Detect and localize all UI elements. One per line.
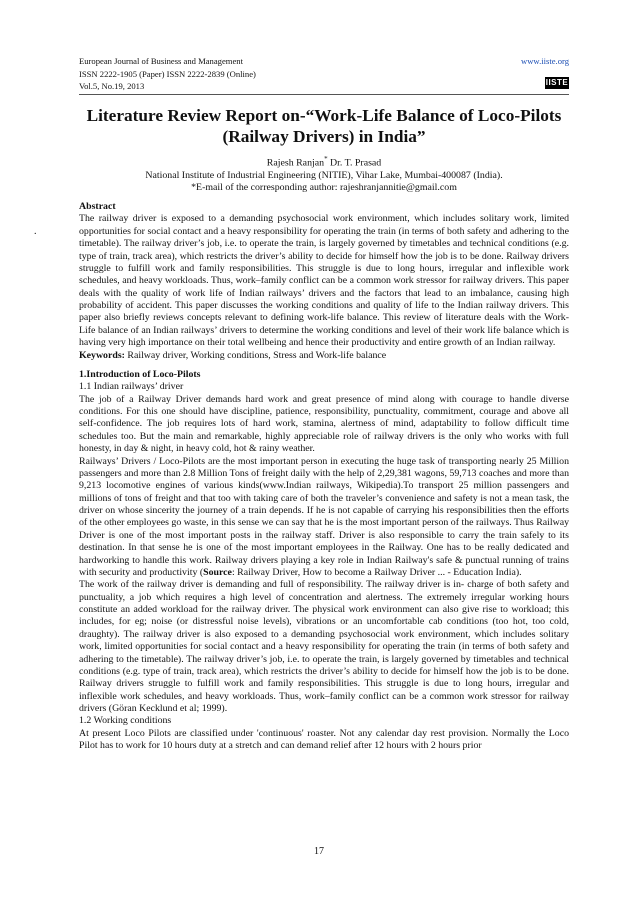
- header-divider: [79, 94, 569, 95]
- paper-title: [79, 105, 569, 147]
- journal-volume: Vol.5, No.19, 2013: [79, 81, 145, 92]
- paper-body: [79, 201, 569, 753]
- journal-header: [79, 55, 569, 93]
- journal-name: European Journal of Business and Management: [79, 56, 243, 66]
- iiste-logo: IISTE: [545, 78, 569, 87]
- keywords-text: Railway driver, Working conditions, Stress and Work-life balance: [124, 349, 387, 361]
- author-name-second: Dr. T. Prasad: [327, 157, 382, 169]
- subsection-1-2-heading: 1.2 Working conditions: [79, 715, 172, 727]
- corresponding-marker: *: [324, 155, 328, 163]
- intro-paragraph-2-text: Railways’ Drivers / Loco-Pilots are the most important person in executing the huge task of transporting nearly 25 Million passengers and more than 2.8 Million Tons of freight daily with the help of 2,29,381 wagons, 59,713 coaches and more than 9,213 locomotive engines of various kinds(www.Indian railways, Wikipedia).To transport 25 million passengers and millions of tons of freight and that too with taking care of both the traveler’s convenience and safety is not a mean task, the driver on whose sincerity the journey of a train depends. If he is not capable of carrying his responsibilities then the efforts of the other employees go waste, in this sense we can say that he is the most important person of the railways. Thus Railway Driver is one of the most important posts in the railway staff. Driver is also responsible to carry the train safely to its destination. In that sense he is one of the most important employees in the Railway. One has to be really dedicated and hardworking to handle this work. Railway drivers playing a key role in Indian Railway's safe & punctual running of trains with security and productivity (: [79, 455, 569, 578]
- author-names: [79, 153, 569, 170]
- keywords-line: [79, 350, 569, 362]
- journal-issn: ISSN 2222-1905 (Paper) ISSN 2222-2839 (Online): [79, 68, 256, 79]
- abstract-heading: Abstract: [79, 201, 116, 212]
- section-1-heading: 1.Introduction of Loco-Pilots: [79, 368, 201, 380]
- intro-paragraph-3: The work of the railway driver is demanding and full of responsibility. The railway driver is in- charge of both safety and punctuality, a job which requires a high level of concentration and alertness. The extremely irregular working hours constitute an added workload for the railway driver. The physical work environment can also give rise to workload; this includes, for eg; noise (or distressful noise levels), vibrations or an uncomfortable cab conditions (too hot, too cold, draughty). The railway driver is also exposed to a demanding psychosocial work environment, which includes solitary work, limited opportunities for social contact and a heavy responsibility for operating the train (in terms of both safety and adhering to the timetable). The railway driver’s job, i.e. to operate the train, is largely governed by timetables and technical conditions (e.g. type of train, track area), which restricts the driver’s ability to decide for himself how the job is to be done. Railway drivers struggle to fulfill work and family responsibilities. This struggle is due to long hours, irregular and inflexible work schedules, and heavy workloads. Thus, work–family conflict can be a common work stressor for railway drivers (Göran Kecklund et al; 1999).: [79, 579, 569, 714]
- keywords-label: Keywords:: [79, 349, 125, 361]
- author-name-first: Rajesh Ranjan: [266, 157, 325, 169]
- subsection-1-1-heading: 1.1 Indian railways’ driver: [79, 381, 184, 393]
- journal-url-link[interactable]: www.iiste.org: [521, 56, 569, 66]
- abstract-text: The railway driver is exposed to a demanding psychosocial work environment, which includes solitary work, limited opportunities for social contact and a heavy responsibility for operating the train (in terms of both safety and adhering to the timetable). The railway driver’s job, i.e. to operate the train, is largely governed by timetables and technical conditions (e.g. type of train, track area), which restricts the driver’s ability to decide for himself how the job is to be done. Railway drivers struggle to fulfill work and family responsibilities. This struggle is due to long hours, irregular and inflexible work schedules, and heavy workloads. Thus, work–family conflict can be a common work stressor for railway drivers. This paper deals with the quality of work life of Indian railways’ drivers and the factors that lead to an imbalance, causing high probability of accident. This paper discusses the working conditions and quality of life to the Indian railway drivers. This paper also briefly reviews concepts relevant to defining work-life balance. This review of literature deals with the Work-Life balance of an Indian railways’ drivers to determine the working conditions and level of their work life balance which is having very high importance on their total wellbeing and hence their productivity and entire growth of an Indian railway.: [79, 213, 569, 349]
- intro-paragraph-2-end: : Railway Driver, How to become a Railway Driver ... - Education India).: [231, 566, 522, 578]
- author-block: [79, 153, 569, 195]
- intro-paragraph-2: [79, 456, 569, 580]
- author-email: *E-mail of the corresponding author: rajeshranjannitie@gmail.com: [191, 182, 457, 194]
- title-line-1: Literature Review Report on-“Work-Life Balance of Loco-Pilots: [86, 106, 562, 125]
- intro-paragraph-4: At present Loco Pilots are classified under 'continuous' roaster. Not any calendar day rest provision. Normally the Loco Pilot has to work for 10 hours duty at a stretch and can demand relief after 12 hours with 2 hours prior: [79, 727, 569, 752]
- page-number: 17: [314, 846, 324, 857]
- margin-mark: .: [34, 226, 37, 237]
- author-affiliation: National Institute of Industrial Engineering (NITIE), Vihar Lake, Mumbai-400087 (India).: [145, 169, 503, 181]
- title-line-2: (Railway Drivers) in India”: [222, 127, 426, 146]
- intro-paragraph-1: The job of a Railway Driver demands hard work and great presence of mind along with courage to handle diverse conditions. For this one should have discipline, patience, responsibility, punctuality, commitment, courage and above all self-confidence. The job requires lots of hard work, stamina, alertness of mind, adaptability to follow difficult time schedules too. But the main and remarkable, highly appreciable role of railway drivers is the only who works with full honesty, in day & night, in heavy cold, hot & rainy weather.: [79, 393, 569, 455]
- source-label: Source: [203, 566, 232, 578]
